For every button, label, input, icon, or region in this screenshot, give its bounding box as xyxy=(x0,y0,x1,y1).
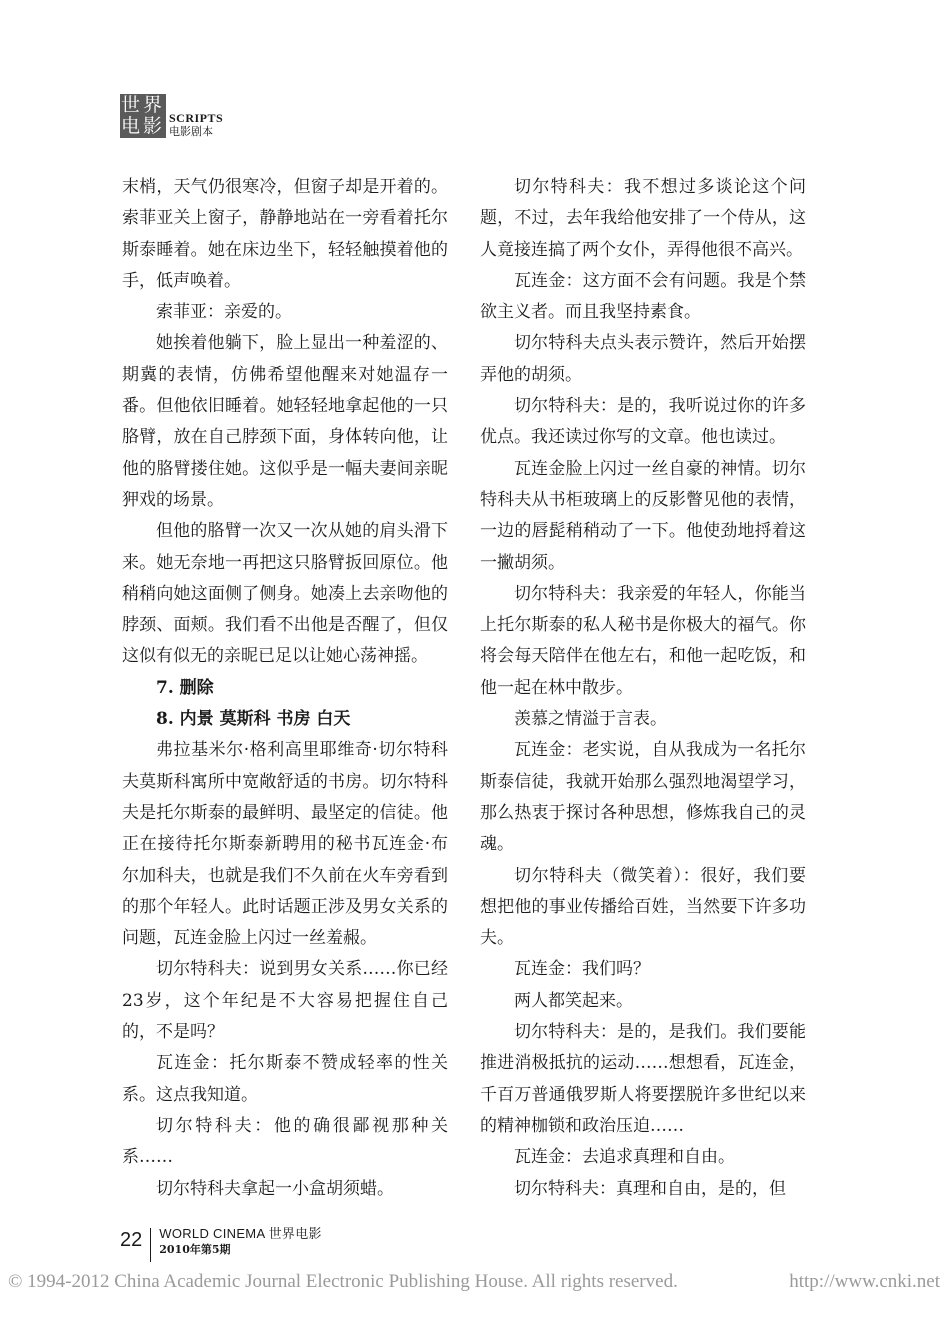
journal-header xyxy=(120,94,223,138)
paragraph: 切尔特科夫：我不想过多谈论这个问题，不过，去年我给他安排了一个侍从，这人竟接连搞了两个女仆，弄得他很不高兴。 xyxy=(480,177,806,260)
right-column xyxy=(480,172,806,1205)
paragraph: 瓦连金：我们吗？ xyxy=(514,959,650,980)
copyright-bar xyxy=(0,1271,950,1293)
section-label xyxy=(169,94,223,138)
paragraph: 她挨着他躺下，脸上显出一种羞涩的、期冀的表情，仿佛希望他醒来对她温存一番。但他依旧睡着。她轻轻地拿起他的一只胳臂，放在自己脖颈下面，身体转向他，让他的胳臂搂住她。这似乎是一幅夫妻间亲昵狎戏的场景。 xyxy=(122,333,448,510)
paragraph: 切尔特科夫：我亲爱的年轻人，你能当上托尔斯泰的私人秘书是你极大的福气。你将会每天陪伴在他左右，和他一起吃饭，和他一起在林中散步。 xyxy=(480,583,806,698)
page-number: 22 xyxy=(120,1229,143,1251)
issue-label: 2010年第5期 xyxy=(159,1243,231,1256)
paragraph: 弗拉基米尔·格利高里耶维奇·切尔特科夫莫斯科寓所中宽敞舒适的书房。切尔特科夫是托尔斯泰的最鲜明、最坚定的信徒。他正在接待托尔斯泰新聘用的秘书瓦连金·布尔加科夫，也就是我们不久前在火车旁看到的那个年轻人。此时话题正涉及男女关系的问题，瓦连金脸上闪过一丝羞赧。 xyxy=(122,740,448,949)
paragraph: 瓦连金：托尔斯泰不赞成轻率的性关系。这点我知道。 xyxy=(122,1053,448,1105)
paragraph: 但他的胳臂一次又一次从她的肩头滑下来。她无奈地一再把这只胳臂扳回原位。他稍稍向她这面侧了侧身。她凑上去亲吻他的脖颈、面颊。我们看不出他是否醒了，但仅这似有似无的亲昵已足以让她心荡神摇。 xyxy=(122,521,448,667)
paragraph: 瓦连金：老实说，自从我成为一名托尔斯泰信徒，我就开始那么强烈地渴望学习，那么热衷于探讨各种思想，修炼我自己的灵魂。 xyxy=(480,740,806,855)
paragraph: 切尔特科夫：是的，我听说过你的许多优点。我还读过你写的文章。他也读过。 xyxy=(480,396,806,448)
journal-logo xyxy=(120,94,166,138)
paragraph: 8. 内景 莫斯科 书房 白天 xyxy=(156,709,351,730)
logo-line2: 电影 xyxy=(120,115,165,137)
logo-line1: 世界 xyxy=(120,94,165,116)
paragraph: 7. 删除 xyxy=(156,677,214,698)
left-column xyxy=(122,172,448,1205)
cnki-link[interactable]: http://www.cnki.net xyxy=(789,1271,940,1292)
paragraph: 切尔特科夫：他的确很鄙视那种关系…… xyxy=(122,1115,448,1168)
paragraph: 索菲亚：亲爱的。 xyxy=(156,302,292,323)
paragraph: 切尔特科夫点头表示赞许，然后开始摆弄他的胡须。 xyxy=(480,333,806,385)
paragraph: 两人都笑起来。 xyxy=(514,990,633,1011)
paragraph: 切尔特科夫：真理和自由，是的，但 xyxy=(514,1178,786,1199)
paragraph: 末梢，天气仍很寒冷，但窗子却是开着的。索菲亚关上窗子，静静地站在一旁看着托尔斯泰睡着。她在床边坐下，轻轻触摸着他的手，低声唤着。 xyxy=(122,177,448,291)
page-footer xyxy=(120,1226,322,1262)
paragraph: 切尔特科夫拿起一小盒胡须蜡。 xyxy=(156,1178,394,1199)
paragraph: 瓦连金：去追求真理和自由。 xyxy=(514,1147,735,1168)
footer-divider xyxy=(150,1228,151,1262)
paragraph: 切尔特科夫：是的，是我们。我们要能推进消极抵抗的运动……想想看，瓦连金，千百万普通俄罗斯人将要摆脱许多世纪以来的精神枷锁和政治压迫…… xyxy=(480,1022,806,1136)
paragraph: 羡慕之情溢于言表。 xyxy=(514,709,667,730)
paragraph: 切尔特科夫：说到男女关系……你已经23岁，这个年纪是不大容易把握住自己的，不是吗？ xyxy=(122,959,448,1043)
paragraph: 瓦连金脸上闪过一丝自豪的神情。切尔特科夫从书柜玻璃上的反影瞥见他的表情，一边的唇髭稍稍动了一下。他使劲地捋着这一撇胡须。 xyxy=(480,458,806,573)
section-label-cn: 电影剧本 xyxy=(169,125,213,138)
paragraph: 切尔特科夫（微笑着）：很好，我们要想把他的事业传播给百姓，当然要下许多功夫。 xyxy=(480,865,806,949)
magazine-name: WORLD CINEMA 世界电影 xyxy=(159,1226,322,1241)
section-label-en: SCRIPTS xyxy=(169,111,224,125)
copyright-text: © 1994-2012 China Academic Journal Electronic Publishing House. All rights reserved. xyxy=(8,1271,678,1292)
paragraph: 瓦连金：这方面不会有问题。我是个禁欲主义者。而且我坚持素食。 xyxy=(480,270,806,323)
